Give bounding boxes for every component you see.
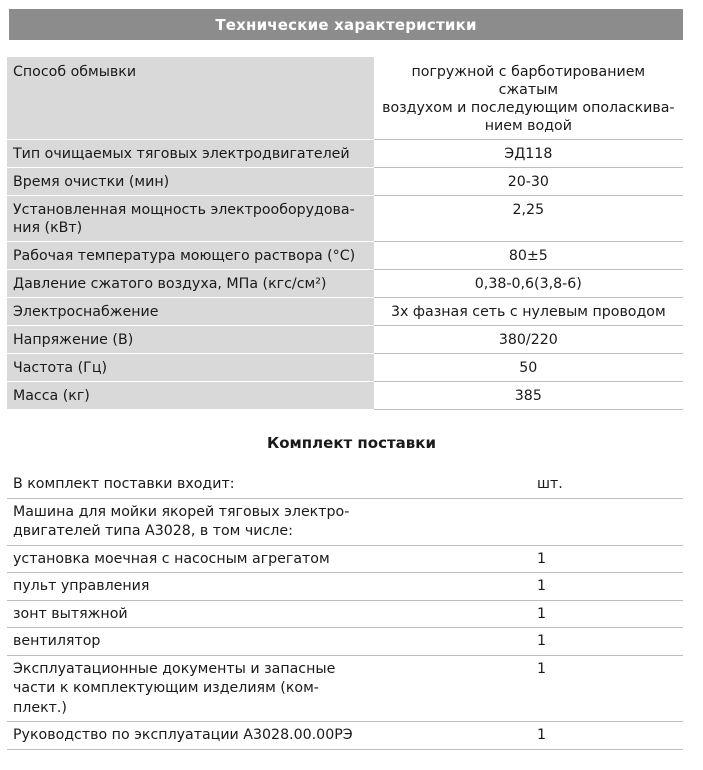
- kit-row: [7, 545, 683, 573]
- kit-item-label: вентилятор: [7, 628, 489, 656]
- kit-item-label: Руководство по эксплуатации А3028.00.00РЭ: [7, 722, 489, 750]
- kit-table: [7, 472, 683, 750]
- spec-value: 20-30: [374, 168, 683, 196]
- kit-header-label: В комплект поставки входит:: [7, 472, 489, 498]
- spec-label: Электроснабжение: [7, 298, 374, 326]
- kit-header-row: [7, 472, 683, 498]
- spec-value: 50: [374, 354, 683, 382]
- spec-label: Частота (Гц): [7, 354, 374, 382]
- spec-label: Тип очищаемых тяговых электродвигателей: [7, 140, 374, 168]
- kit-row: [7, 628, 683, 656]
- spec-value: 380/220: [374, 326, 683, 354]
- kit-item-label: Машина для мойки якорей тяговых электро- двигателей типа А3028, в том числе:: [7, 498, 489, 545]
- spec-row: [7, 270, 683, 298]
- spec-row: [7, 242, 683, 270]
- spec-value: 385: [374, 382, 683, 410]
- spec-row: [7, 57, 683, 140]
- spec-table: [7, 57, 683, 410]
- kit-item-qty: 1: [489, 545, 683, 573]
- spec-value: 2,25: [374, 196, 683, 242]
- kit-item-label: установка моечная с насосным агрегатом: [7, 545, 489, 573]
- spec-value: 3х фазная сеть с нулевым проводом: [374, 298, 683, 326]
- spec-section-header: [9, 9, 683, 40]
- kit-header-unit: шт.: [489, 472, 683, 498]
- kit-item-qty: 1: [489, 655, 683, 722]
- spec-row: [7, 140, 683, 168]
- kit-section-title: Комплект поставки: [266, 434, 436, 452]
- spec-row: [7, 298, 683, 326]
- kit-item-label: Эксплуатационные документы и запасные части к комплектующим изделиям (ком- плект.): [7, 655, 489, 722]
- kit-row: [7, 498, 683, 545]
- spec-row: [7, 326, 683, 354]
- spec-value: ЭД118: [374, 140, 683, 168]
- kit-item-label: пульт управления: [7, 573, 489, 601]
- kit-row: [7, 600, 683, 628]
- spec-label: Время очистки (мин): [7, 168, 374, 196]
- spec-label: Давление сжатого воздуха, МПа (кгс/см²): [7, 270, 374, 298]
- kit-item-qty: 1: [489, 628, 683, 656]
- spec-label: Установленная мощность электрооборудова- ния (кВт): [7, 196, 374, 242]
- spec-section-title: Технические характеристики: [215, 15, 477, 34]
- kit-row: [7, 655, 683, 722]
- kit-row: [7, 573, 683, 601]
- spec-value: 0,38-0,6(3,8-6): [374, 270, 683, 298]
- spec-row: [7, 382, 683, 410]
- spec-label: Напряжение (В): [7, 326, 374, 354]
- kit-item-label: зонт вытяжной: [7, 600, 489, 628]
- spec-label: Способ обмывки: [7, 57, 374, 140]
- spec-row: [7, 196, 683, 242]
- spec-row: [7, 168, 683, 196]
- kit-item-qty: [489, 498, 683, 545]
- spec-label: Масса (кг): [7, 382, 374, 410]
- kit-item-qty: 1: [489, 573, 683, 601]
- spec-label: Рабочая температура моющего раствора (°С): [7, 242, 374, 270]
- kit-item-qty: 1: [489, 600, 683, 628]
- spec-value: погружной с барботированием сжатым воздухом и последующим ополаскива- нием водой: [374, 57, 683, 140]
- kit-row: [7, 722, 683, 750]
- spec-value: 80±5: [374, 242, 683, 270]
- kit-item-qty: 1: [489, 722, 683, 750]
- spec-row: [7, 354, 683, 382]
